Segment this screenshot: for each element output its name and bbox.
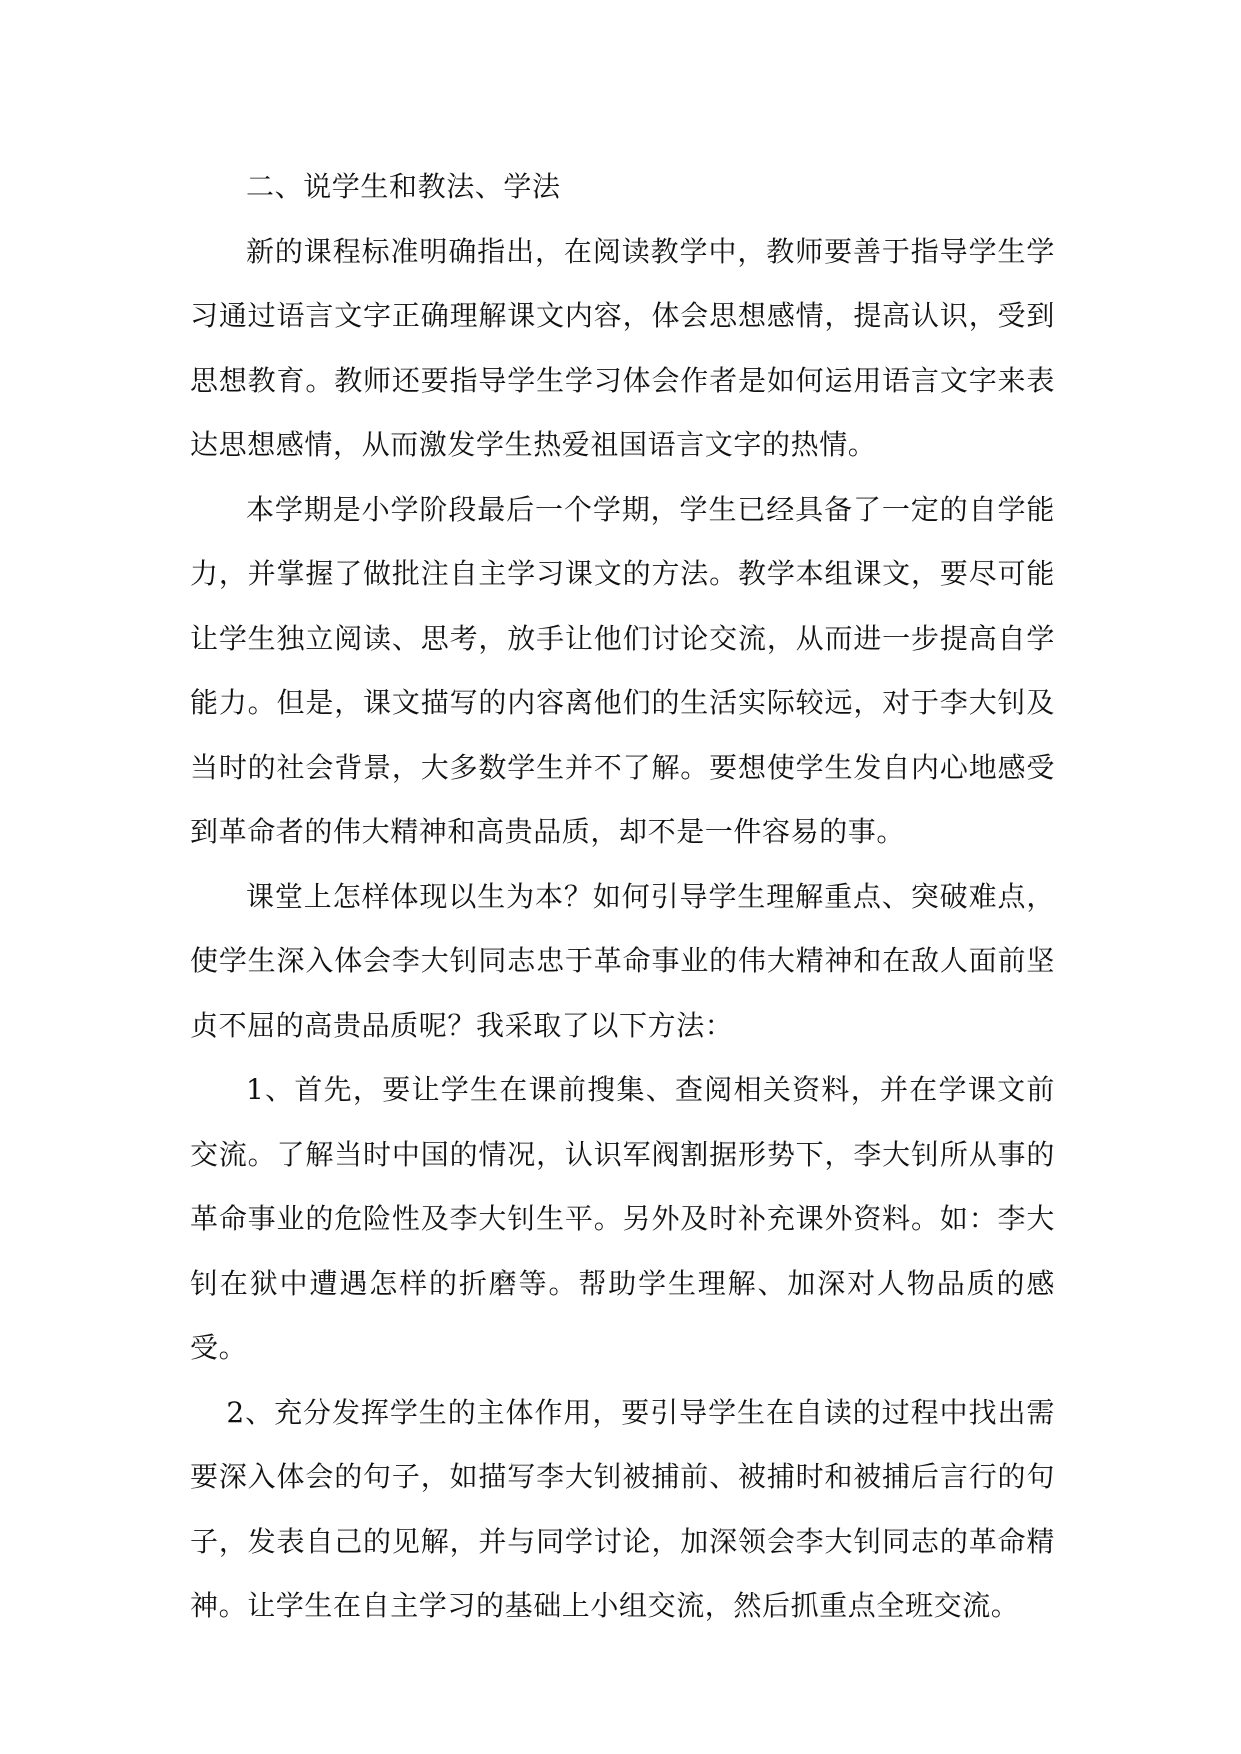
paragraph-method-2: 2、充分发挥学生的主体作用，要引导学生在自读的过程中找出需要深入体会的句子，如描写李大钊被捕前、被捕时和被捕后言行的句子，发表自己的见解，并与同学讨论，加深领会李大钊同志的革命精神。让学生在自主学习的基础上小组交流，然后抓重点全班交流。	[190, 1395, 1055, 1622]
section-heading: 二、说学生和教法、学法	[246, 170, 561, 203]
paragraph-teaching-question: 课堂上怎样体现以生为本？如何引导学生理解重点、突破难点，使学生深入体会李大钊同志忠于革命事业的伟大精神和在敌人面前坚贞不屈的高贵品质呢？我采取了以下方法：	[190, 879, 1055, 1042]
paragraph-student-analysis: 本学期是小学阶段最后一个学期，学生已经具备了一定的自学能力，并掌握了做批注自主学习课文的方法。教学本组课文，要尽可能让学生独立阅读、思考，放手让他们讨论交流，从而进一步提高自学能力。但是，课文描写的内容离他们的生活实际较远，对于李大钊及当时的社会背景，大多数学生并不了解。要想使学生发自内心地感受到革命者的伟大精神和高贵品质，却不是一件容易的事。	[190, 492, 1055, 848]
paragraph-curriculum-standard: 新的课程标准明确指出，在阅读教学中，教师要善于指导学生学习通过语言文字正确理解课文内容，体会思想感情，提高认识，受到思想教育。教师还要指导学生学习体会作者是如何运用语言文字来表达思想感情，从而激发学生热爱祖国语言文字的热情。	[190, 234, 1055, 461]
document-body	[190, 155, 1055, 1639]
paragraph-method-1: 1、首先，要让学生在课前搜集、查阅相关资料，并在学课文前交流。了解当时中国的情况，认识军阀割据形势下，李大钊所从事的革命事业的危险性及李大钊生平。另外及时补充课外资料。如：李大钊在狱中遭遇怎样的折磨等。帮助学生理解、加深对人物品质的感受。	[190, 1073, 1055, 1364]
